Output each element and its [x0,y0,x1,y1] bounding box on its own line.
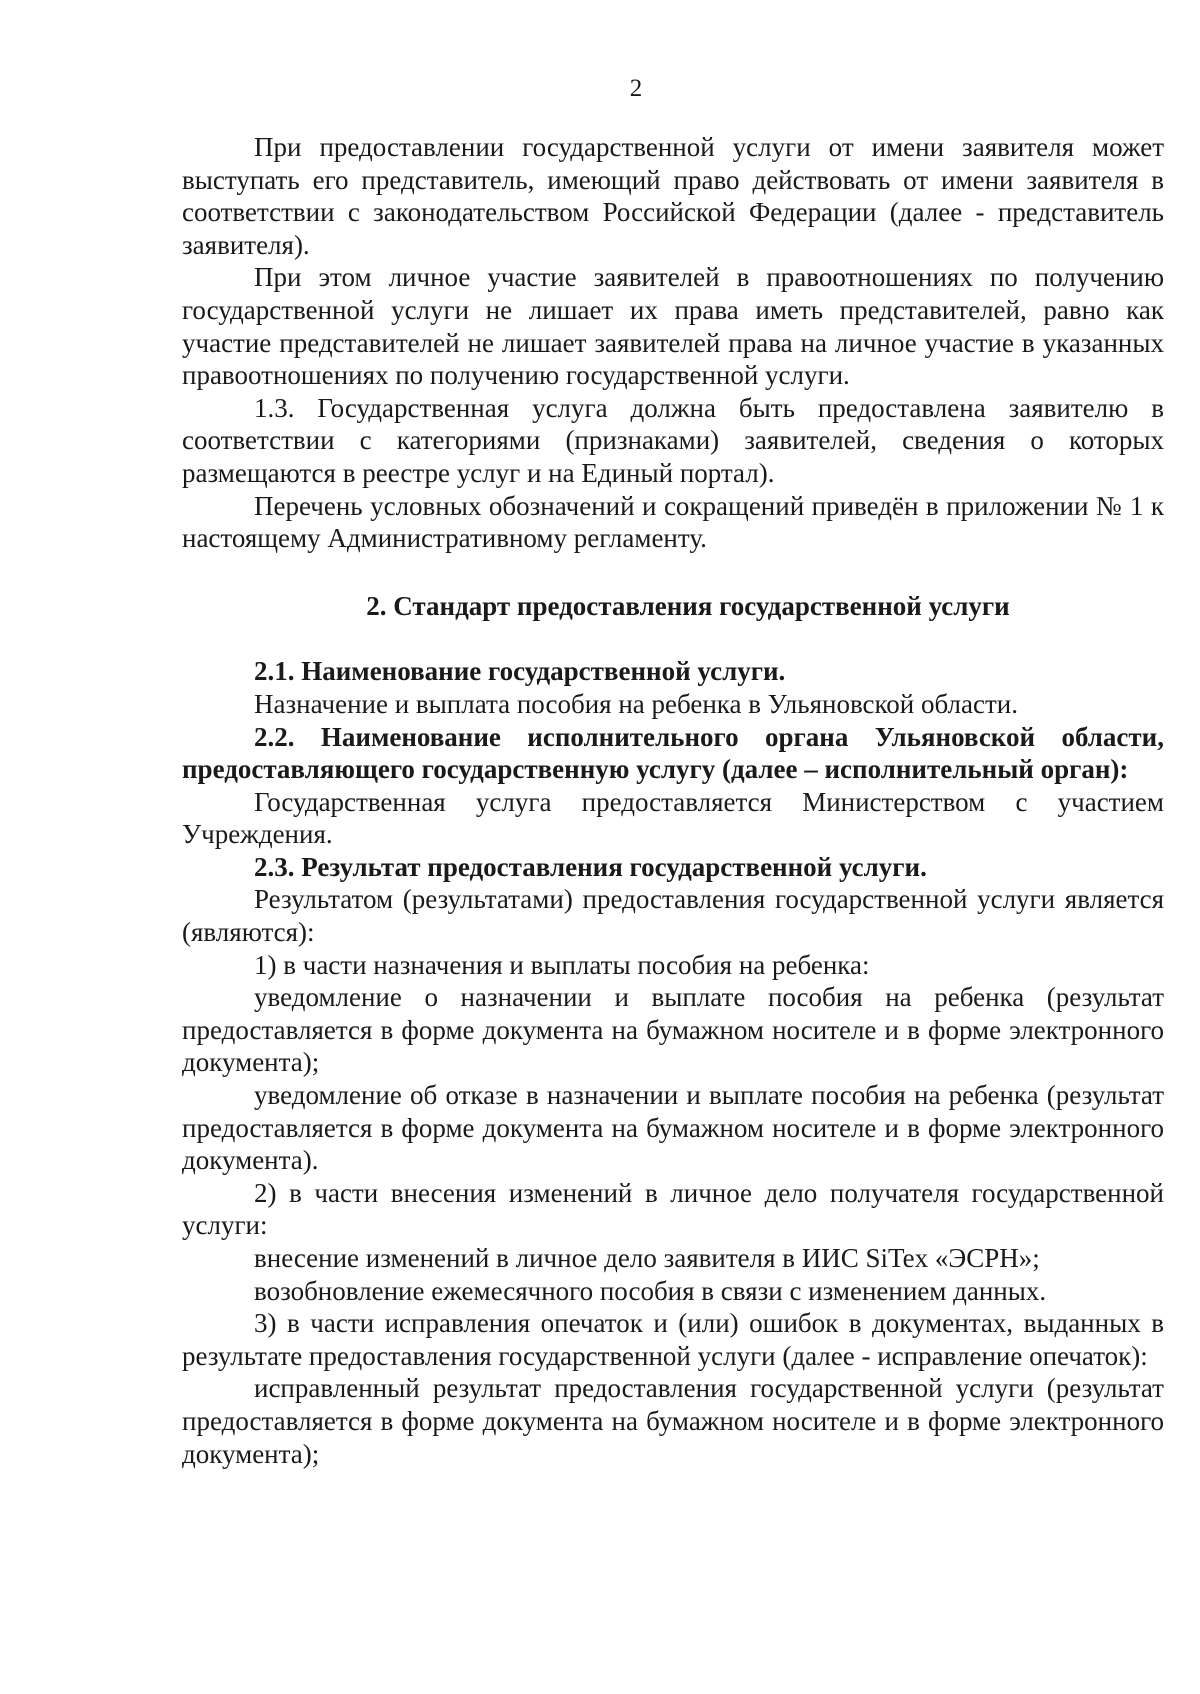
subsection-2-2-title: 2.2. Наименование исполнительного органа Ульяновской области, предоставляющего государственную услугу (далее – исполнительный орган): [182,721,1164,785]
subsection-2-1-text: Назначение и выплата пособия на ребенка в Ульяновской области. [254,688,1018,719]
result-item-1-b: уведомление об отказе в назначении и выплате пособия на ребенка (результат предоставляется в форме документа на бумажном носителе и в форме электронного документа). [182,1080,1164,1176]
result-item-2-a: внесение изменений в личное дело заявителя в ИИС SiTex «ЭСРН»; [254,1243,1040,1273]
result-item-3-a: исправленный результат предоставления государственной услуги (результат предоставляется в форме документа на бумажном носителе и в форме электронного документа); [182,1373,1164,1469]
result-item-1-a: уведомление о назначении и выплате пособия на ребенка (результат предоставляется в форме документа на бумажном носителе и в форме электронного документа); [182,982,1164,1078]
paragraph-representative: При предоставлении государственной услуги от имени заявителя может выступать его представитель, имеющий право действовать от имени заявителя в соответствии с законодательством Российской Федерации (далее - представитель заявителя). [182,132,1164,260]
document-body [182,131,1164,1470]
spacer [182,622,1164,655]
subsection-2-3-title: 2.3. Результат предоставления государственной услуги. [254,851,927,882]
result-item-2: 2) в части внесения изменений в личное дело получателя государственной услуги: [182,1177,1164,1241]
spacer [182,555,1164,590]
subsection-2-3-text: Результатом (результатами) предоставления государственной услуги является (являются): [182,884,1164,948]
page-number: 2 [629,75,643,102]
paragraph-abbreviations: Перечень условных обозначений и сокращений приведён в приложении № 1 к настоящему Административному регламенту. [182,490,1164,554]
subsection-2-2-text: Государственная услуга предоставляется Министерством с участием Учреждения. [182,786,1164,850]
subsection-2-1-title: 2.1. Наименование государственной услуги. [254,656,786,687]
result-item-1: 1) в части назначения и выплаты пособия на ребенка: [254,949,870,980]
paragraph-personal-participation: При этом личное участие заявителей в правоотношениях по получению государственной услуги не лишает их права иметь представителей, равно как участие представителей не лишает заявителей права на личное участие в указанных правоотношениях по получению государственной услуги. [182,262,1164,391]
result-item-2-b: возобновление ежемесячного пособия в связи с изменением данных. [254,1275,1047,1306]
paragraph-1-3: 1.3. Государственная услуга должна быть предоставлена заявителю в соответствии с категориями (признаками) заявителей, сведения о которых размещаются в реестре услуг и на Единый портал). [182,392,1164,488]
result-item-3: 3) в части исправления опечаток и (или) ошибок в документах, выданных в результате предоставления государственной услуги (далее - исправление опечаток): [182,1308,1164,1371]
section-2-heading: 2. Стандарт предоставления государственной услуги [366,590,1010,621]
